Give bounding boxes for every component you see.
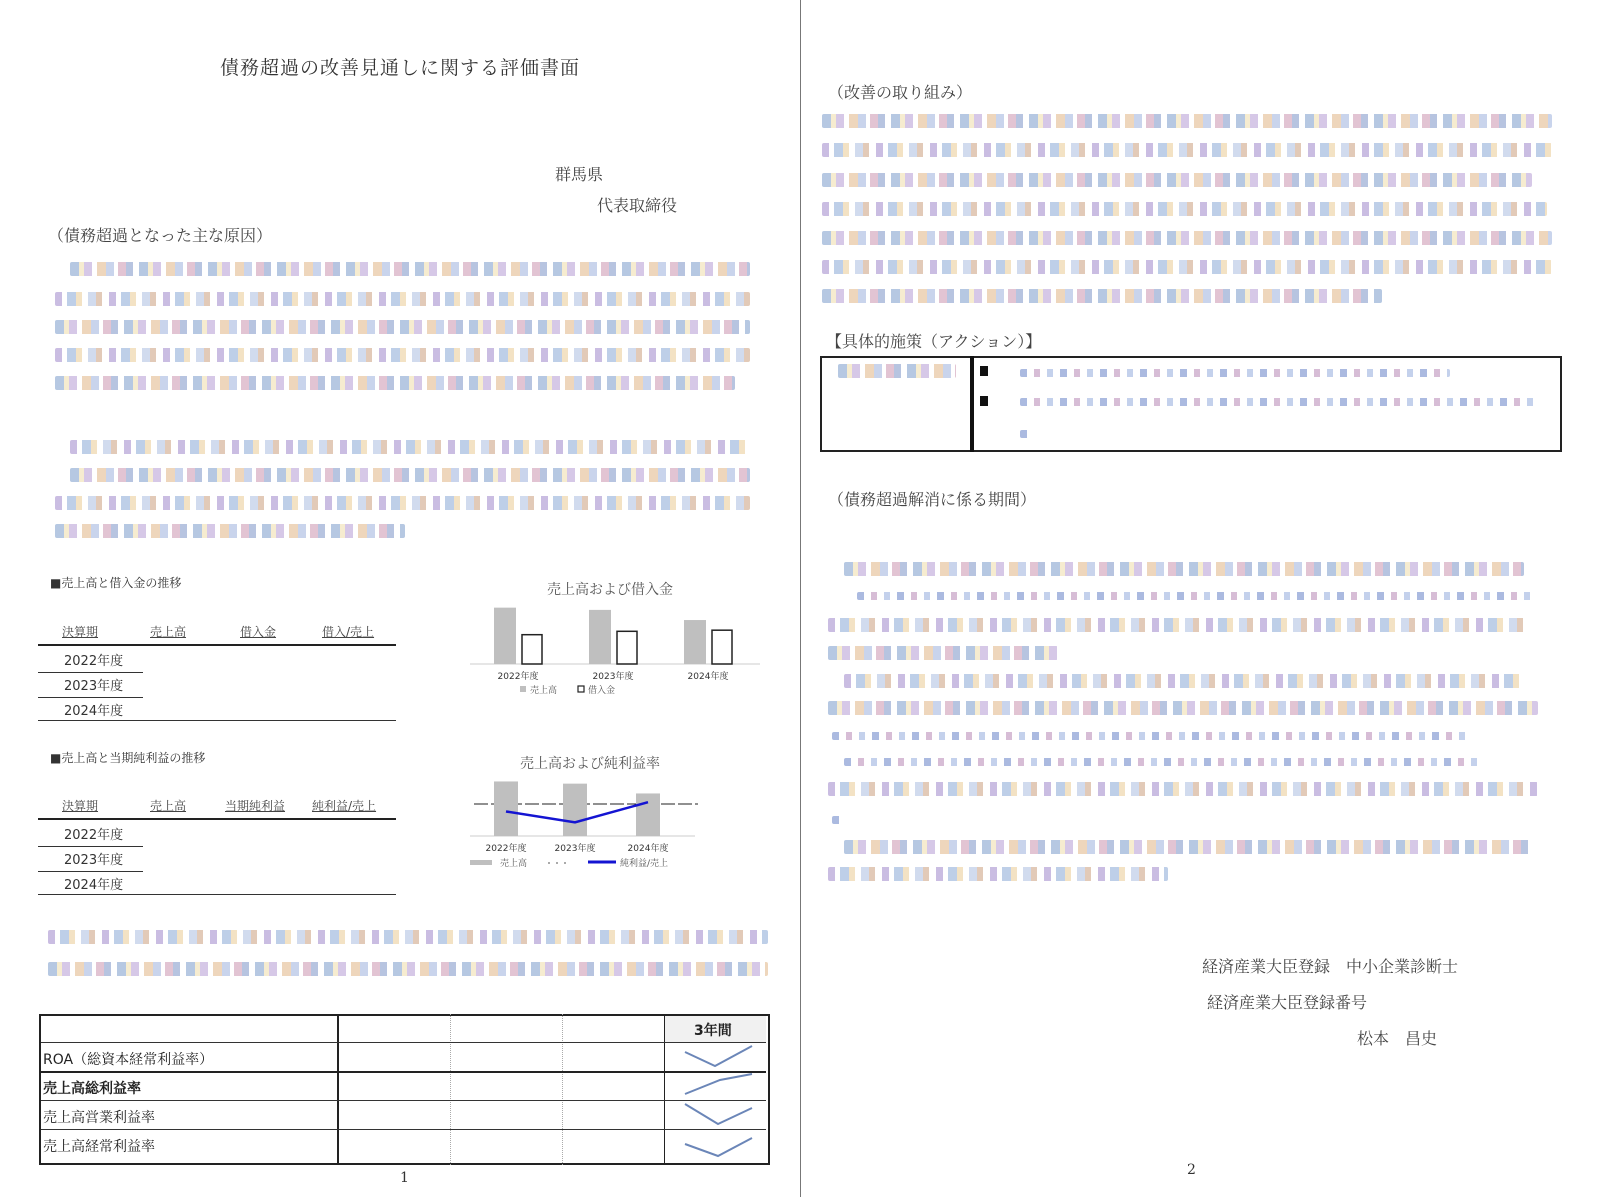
redacted-text-line bbox=[822, 114, 1552, 128]
table-rule bbox=[38, 871, 143, 872]
chart-title: 売上高および借入金 bbox=[547, 582, 673, 598]
col-header-period: 決算期 bbox=[62, 799, 99, 813]
sparkline-roa bbox=[685, 1046, 752, 1066]
ratio-row-label: 売上高経常利益率 bbox=[43, 1139, 155, 1155]
sales-debt-heading: ■売上高と借入金の推移 bbox=[50, 576, 182, 590]
role-label: 代表取締役 bbox=[597, 196, 678, 215]
redacted-text-line bbox=[838, 364, 956, 378]
x-tick-label: 2023年度 bbox=[592, 672, 634, 682]
redacted-text-line bbox=[70, 468, 750, 482]
table-rule bbox=[38, 894, 396, 895]
table-rule bbox=[38, 818, 396, 820]
table-rule bbox=[337, 1014, 339, 1165]
table-row-label: 2022年度 bbox=[64, 654, 124, 669]
redacted-text-line bbox=[844, 840, 1534, 854]
bullet-icon bbox=[980, 396, 988, 406]
redacted-text-line bbox=[48, 962, 768, 976]
signature-registration: 経済産業大臣登録 中小企業診断士 bbox=[1202, 957, 1459, 976]
redacted-text-line bbox=[48, 930, 768, 944]
legend-swatch-sales bbox=[520, 686, 526, 692]
redacted-text-line bbox=[828, 867, 1168, 881]
sparkline-ordinary-margin bbox=[685, 1138, 752, 1156]
redacted-text-line bbox=[1020, 430, 1032, 438]
redacted-text-line bbox=[70, 440, 750, 454]
chart-title: 売上高および純利益率 bbox=[520, 756, 660, 772]
period-heading: （債務超過解消に係る期間） bbox=[828, 490, 1037, 509]
legend-label-sales: 売上高 bbox=[530, 686, 558, 696]
table-row-label: 2024年度 bbox=[64, 878, 124, 893]
redacted-text-line bbox=[832, 816, 842, 824]
signature-registration-number: 経済産業大臣登録番号 bbox=[1207, 993, 1368, 1012]
table-rule bbox=[41, 1100, 766, 1101]
col-header-sales: 売上高 bbox=[150, 799, 187, 813]
profit-heading: ■売上高と当期純利益の推移 bbox=[50, 751, 206, 765]
redacted-text-line bbox=[822, 231, 1552, 245]
bar-sales bbox=[684, 620, 706, 664]
legend-label-profit-ratio: 純利益/売上 bbox=[620, 859, 669, 869]
table-rule bbox=[41, 1071, 766, 1073]
redacted-text-line bbox=[857, 592, 1537, 600]
redacted-text-line bbox=[55, 292, 750, 306]
redacted-text-line bbox=[844, 758, 1484, 766]
period-column-header: 3年間 bbox=[694, 1023, 732, 1039]
page-2 bbox=[802, 0, 1602, 1197]
bullet-icon bbox=[980, 366, 988, 376]
redacted-text-line bbox=[55, 524, 405, 538]
table-rule bbox=[38, 697, 143, 698]
col-header-debt-ratio: 借入/売上 bbox=[322, 625, 375, 639]
prefecture-label: 群馬県 bbox=[555, 165, 604, 184]
sparkline-gross-margin bbox=[685, 1074, 752, 1094]
redacted-text-line bbox=[822, 173, 1532, 187]
table-rule bbox=[450, 1014, 451, 1165]
bar-sales bbox=[494, 781, 518, 836]
redacted-text-line bbox=[55, 348, 750, 362]
bar-sales bbox=[563, 784, 587, 836]
table-row-label: 2022年度 bbox=[64, 828, 124, 843]
redacted-text-line bbox=[822, 289, 1382, 303]
table-rule bbox=[38, 846, 143, 847]
sales-debt-chart bbox=[470, 582, 770, 718]
redacted-text-line bbox=[828, 646, 1058, 660]
table-rule bbox=[41, 1042, 766, 1043]
page-1 bbox=[0, 0, 800, 1197]
bar-sales bbox=[636, 793, 660, 836]
bar-sales bbox=[589, 610, 611, 664]
redacted-text-line bbox=[828, 701, 1538, 715]
sparkline-operating-margin bbox=[685, 1104, 752, 1124]
redacted-text-line bbox=[55, 376, 735, 390]
page-number: 1 bbox=[400, 1170, 409, 1186]
table-rule bbox=[41, 1129, 766, 1130]
ratio-row-label: 売上高営業利益率 bbox=[43, 1110, 155, 1126]
redacted-text-line bbox=[1020, 398, 1540, 406]
x-tick-label: 2022年度 bbox=[497, 672, 539, 682]
redacted-text-line bbox=[1020, 369, 1450, 377]
legend-label-sales: 売上高 bbox=[500, 859, 528, 869]
x-tick-label: 2023年度 bbox=[554, 844, 596, 854]
col-header-debt: 借入金 bbox=[240, 625, 277, 639]
action-heading: 【具体的施策（アクション）】 bbox=[826, 332, 1042, 351]
col-header-period: 決算期 bbox=[62, 625, 99, 639]
ratio-row-label: ROA（総資本経常利益率） bbox=[43, 1052, 214, 1068]
x-tick-label: 2024年度 bbox=[687, 672, 729, 682]
table-row-label: 2024年度 bbox=[64, 704, 124, 719]
redacted-text-line bbox=[822, 260, 1552, 274]
cause-heading: （債務超過となった主な原因） bbox=[48, 226, 273, 245]
table-rule bbox=[38, 672, 143, 673]
redacted-text-line bbox=[828, 618, 1528, 632]
table-rule bbox=[38, 720, 396, 721]
page-number: 2 bbox=[1187, 1162, 1196, 1178]
redacted-text-line bbox=[822, 143, 1552, 157]
redacted-text-line bbox=[844, 562, 1524, 576]
signature-name: 松本 昌史 bbox=[1357, 1029, 1438, 1048]
legend-swatch-debt bbox=[578, 686, 584, 692]
ratio-row-label: 売上高総利益率 bbox=[43, 1081, 141, 1097]
table-rule bbox=[562, 1014, 563, 1165]
col-header-sales: 売上高 bbox=[150, 625, 187, 639]
legend-label-debt: 借入金 bbox=[588, 686, 616, 696]
col-header-profit-ratio: 純利益/売上 bbox=[312, 799, 377, 813]
table-row-label: 2023年度 bbox=[64, 679, 124, 694]
bar-debt bbox=[522, 635, 542, 664]
redacted-text-line bbox=[832, 732, 1472, 740]
redacted-text-line bbox=[822, 202, 1547, 216]
redacted-text-line bbox=[70, 262, 750, 276]
legend-swatch-sales bbox=[470, 860, 492, 865]
sales-profit-chart bbox=[470, 756, 730, 897]
bar-sales bbox=[494, 608, 516, 664]
action-box-divider bbox=[970, 356, 974, 452]
redacted-text-line bbox=[828, 782, 1538, 796]
x-tick-label: 2024年度 bbox=[627, 844, 669, 854]
table-rule bbox=[38, 644, 396, 646]
redacted-text-line bbox=[55, 496, 750, 510]
col-header-net-profit: 当期純利益 bbox=[225, 799, 286, 813]
document-title: 債務超過の改善見通しに関する評価書面 bbox=[220, 57, 581, 79]
bar-debt bbox=[712, 630, 732, 664]
redacted-text-line bbox=[844, 674, 1524, 688]
bar-debt bbox=[617, 631, 637, 664]
x-tick-label: 2022年度 bbox=[485, 844, 527, 854]
ratio-sparklines bbox=[680, 1044, 760, 1160]
improvement-heading: （改善の取り組み） bbox=[828, 83, 973, 102]
redacted-text-line bbox=[55, 320, 750, 334]
table-row-label: 2023年度 bbox=[64, 853, 124, 868]
